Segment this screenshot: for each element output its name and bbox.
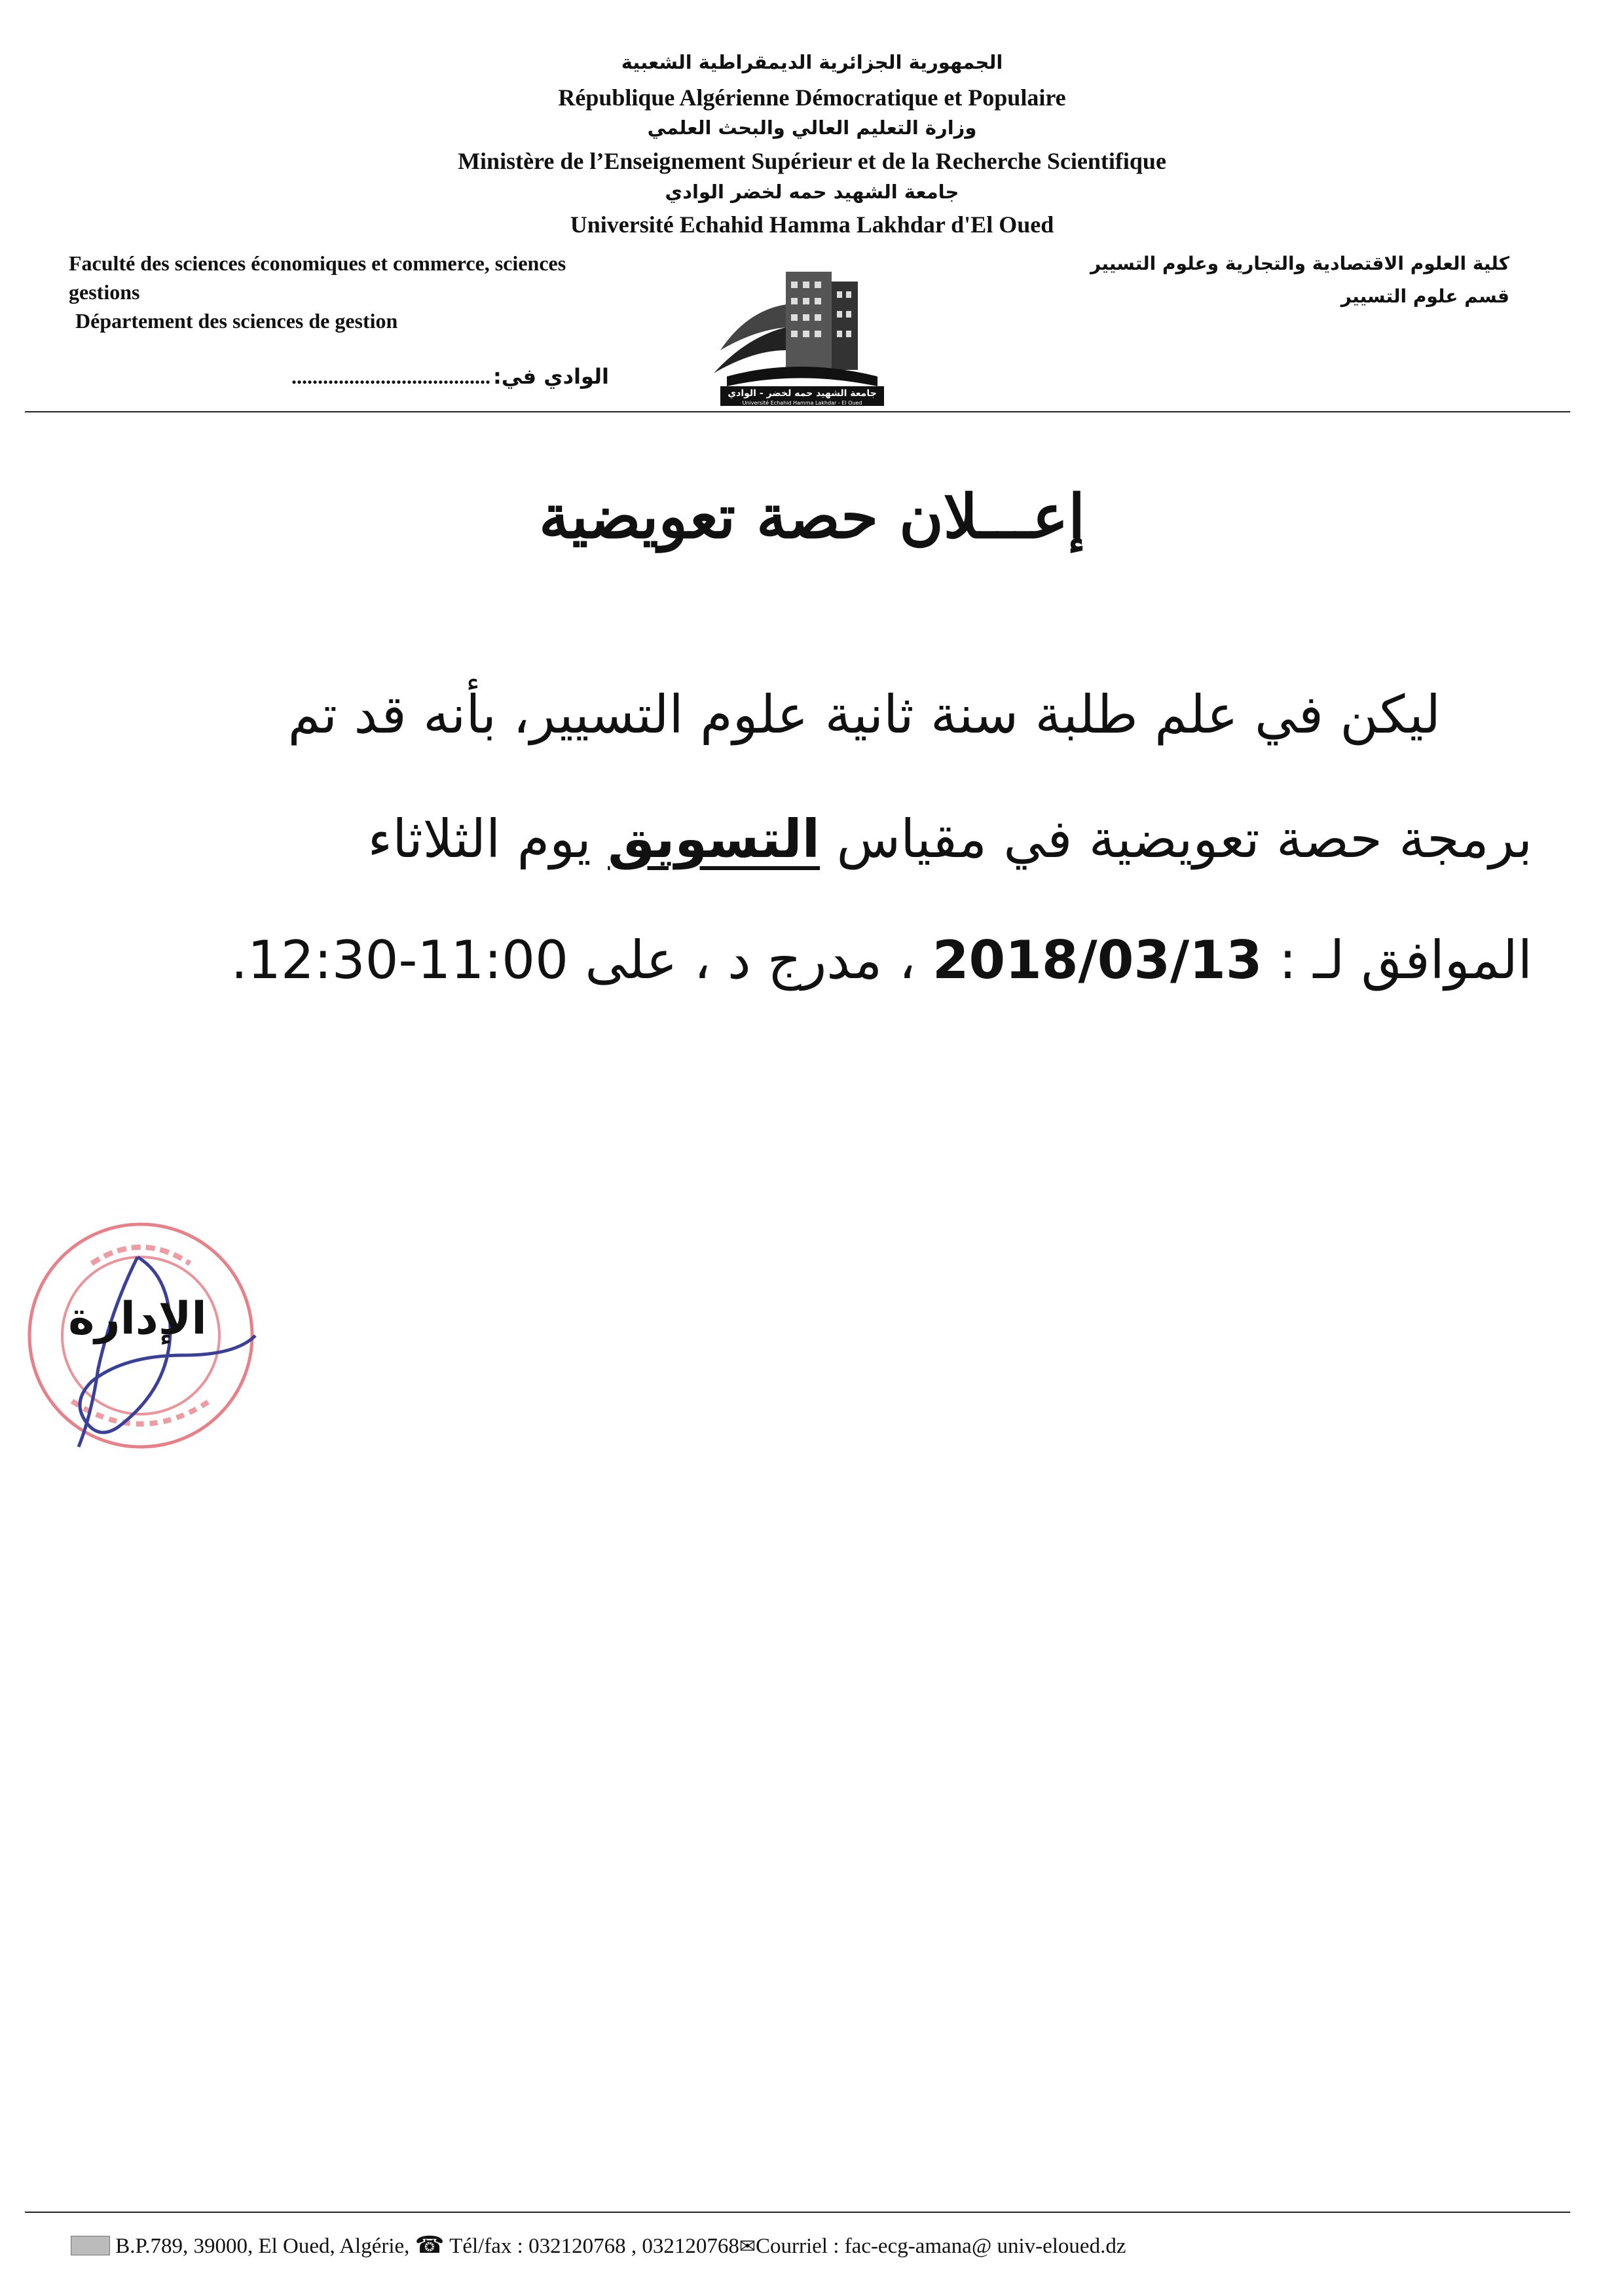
body-line-3-part-a: الموافق لـ :: [1262, 930, 1532, 991]
university-fr: Université Echahid Hamma Lakhdar d'El Oued: [570, 211, 1054, 238]
session-date: 2018/03/13: [932, 930, 1263, 991]
university-ar: جامعة الشهيد حمه لخضر الوادي: [665, 181, 959, 203]
subject-name: التسويق: [608, 809, 821, 869]
address-icon: [71, 2236, 110, 2255]
footer-divider: [25, 2212, 1570, 2213]
body-line-3: [65, 930, 1532, 991]
faculty-fr: [69, 249, 697, 335]
university-logo-icon: [701, 252, 904, 409]
date-line: [190, 364, 609, 389]
logo-caption-ar: جامعة الشهيد حمه لخضر - الوادي: [728, 388, 877, 399]
page-title: إعـــلان حصة تعويضية: [539, 481, 1085, 552]
footer: [71, 2231, 1126, 2259]
body-line-2-part-a: برمجة حصة تعويضية في مقياس: [820, 809, 1532, 869]
body-line-3-part-b: ، مدرج د ، على: [568, 930, 932, 991]
faculty-fr-line1: Faculté des sciences économiques et commerce, sciences: [69, 251, 566, 275]
department-fr: Département des sciences de gestion: [75, 309, 398, 333]
republic-ar: الجمهورية الجزائرية الديمقراطية الشعبية: [621, 51, 1003, 73]
official-stamp: [20, 1205, 295, 1480]
footer-tel-numbers: 032120768 , 032120768: [528, 2234, 739, 2258]
body-line-2-part-b: يوم الثلاثاء: [367, 809, 608, 869]
republic-fr: République Algérienne Démocratique et Populaire: [558, 84, 1066, 111]
email-icon: ✉: [739, 2236, 756, 2257]
date-label: الوادي في:: [492, 364, 609, 389]
body-line-3-end: .: [231, 930, 248, 991]
phone-icon: ☎: [415, 2232, 445, 2258]
faculty-ar-block: [986, 247, 1509, 313]
faculty-ar: كلية العلوم الاقتصادية والتجارية وعلوم التسيير: [1090, 253, 1509, 274]
header-divider: [25, 411, 1570, 412]
university-logo: [701, 252, 904, 409]
footer-tel-label: Tél/fax :: [449, 2234, 529, 2258]
department-ar: قسم علوم التسيير: [1340, 285, 1509, 307]
footer-email: fac-ecg-amana@ univ-eloued.dz: [844, 2234, 1126, 2258]
date-dots: ......................................: [291, 365, 490, 388]
faculty-fr-line2: gestions: [69, 280, 140, 304]
ministry-fr: Ministère de l’Enseignement Supérieur et de la Recherche Scientifique: [458, 148, 1166, 174]
body-line-1: ليكن في علم طلبة سنة ثانية علوم التسيير، بأنه قد تم: [287, 684, 1441, 745]
signature-label: الإدارة: [68, 1293, 207, 1345]
session-time: 12:30-11:00: [248, 930, 568, 991]
body-line-2: [65, 809, 1532, 869]
ministry-ar: وزارة التعليم العالي والبحث العلمي: [647, 117, 977, 139]
footer-address: B.P.789, 39000, El Oued, Algérie,: [115, 2234, 410, 2258]
footer-mail-label: Courriel :: [756, 2234, 845, 2258]
logo-caption-fr: Université Echahid Hamma Lakhdar - El Oued: [742, 400, 862, 406]
